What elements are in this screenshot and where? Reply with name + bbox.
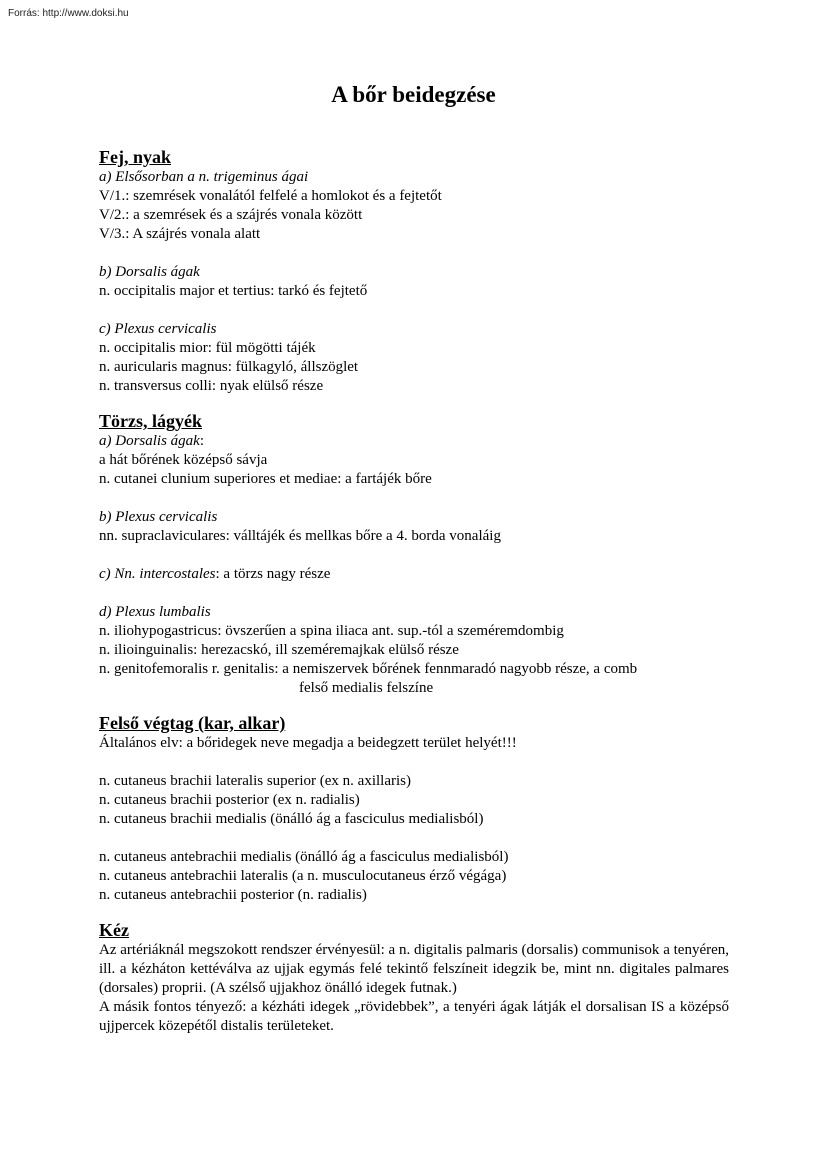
text-line: n. cutaneus brachii medialis (önálló ág a fasciculus medialisból) xyxy=(99,811,484,827)
subheading: a) Elsősorban a n. trigeminus ágai xyxy=(99,169,309,185)
paragraph: A másik fontos tényező: a kézháti idegek „rövidebbek”, a tenyéri ágak látják el dorsalisan IS a középső ujjpercek közepétől distalis területeket. xyxy=(99,999,729,1034)
subheading: c) Plexus cervicalis xyxy=(99,321,217,337)
subheading-line xyxy=(99,432,729,451)
text-line: n. auricularis magnus: fülkagyló, állszöglet xyxy=(99,359,359,375)
text-line-continuation: felső medialis felszíne xyxy=(299,680,434,696)
subheading: a) Dorsalis ágak xyxy=(99,433,200,449)
section-heading: Kéz xyxy=(99,920,129,940)
text-line: n. occipitalis major et tertius: tarkó és fejtető xyxy=(99,283,368,299)
section-heading: Törzs, lágyék xyxy=(99,411,202,431)
section-heading: Felső végtag (kar, alkar) xyxy=(99,713,286,733)
text-line: n. iliohypogastricus: övszerűen a spina iliaca ant. sup.-tól a szeméremdombig xyxy=(99,623,564,639)
text-line: V/3.: A szájrés vonala alatt xyxy=(99,226,261,242)
section-kez xyxy=(99,919,729,1036)
text-line: n. ilioinguinalis: herezacskó, ill szeméremajkak elülső része xyxy=(99,642,459,658)
section-felso-vegtag xyxy=(99,712,729,905)
paragraph: Az artériáknál megszokott rendszer érvényesül: a n. digitalis palmaris (dorsalis) communisok a tenyéren, ill. a kézháton kettéválva az ujjak egymás felé tekintő felszíneit idegzik be, mint nn. digitales palmares (dorsales) proprii. (A szélső ujjakhoz önálló idegek futnak.) xyxy=(99,942,729,996)
subheading-rest: : xyxy=(199,433,205,449)
section-torzs-lagyek xyxy=(99,410,729,698)
text-line: n. genitofemoralis r. genitalis: a nemiszervek bőrének fennmaradó nagyobb része, a comb xyxy=(99,661,638,677)
text-line: V/2.: a szemrések és a szájrés vonala között xyxy=(99,207,363,223)
text-line: n. cutaneus antebrachii lateralis (a n. musculocutaneus érző végága) xyxy=(99,868,507,884)
text-line: n. cutaneus brachii lateralis superior (ex n. axillaris) xyxy=(99,773,411,789)
subheading-line xyxy=(99,565,729,584)
text-line: n. cutaneus antebrachii medialis (önálló ág a fasciculus medialisból) xyxy=(99,849,509,865)
text-line: V/1.: szemrések vonalától felfelé a homlokot és a fejtetőt xyxy=(99,188,442,204)
text-line: nn. supraclaviculares: válltájék és mellkas bőre a 4. borda vonaláig xyxy=(99,528,501,544)
text-line: n. transversus colli: nyak elülső része xyxy=(99,378,324,394)
section-heading: Fej, nyak xyxy=(99,147,171,167)
page-title: A bőr beidegzése xyxy=(331,82,496,107)
text-line: n. cutaneus brachii posterior (ex n. radialis) xyxy=(99,792,360,808)
document-body xyxy=(99,146,729,1036)
text-line: n. cutaneus antebrachii posterior (n. radialis) xyxy=(99,887,367,903)
subheading: d) Plexus lumbalis xyxy=(99,604,211,620)
text-line: a hát bőrének középső sávja xyxy=(99,452,268,468)
text-line: n. cutanei clunium superiores et mediae: a fartájék bőre xyxy=(99,471,432,487)
section-fej-nyak xyxy=(99,146,729,396)
text-line: n. occipitalis mior: fül mögötti tájék xyxy=(99,340,316,356)
source-note: Forrás: http://www.doksi.hu xyxy=(8,8,129,19)
intro-text: Általános elv: a bőridegek neve megadja a beidegzett terület helyét!!! xyxy=(99,735,517,751)
subheading: b) Dorsalis ágak xyxy=(99,264,200,280)
subheading-rest: : a törzs nagy része xyxy=(215,566,331,582)
subheading: b) Plexus cervicalis xyxy=(99,509,218,525)
subheading: c) Nn. intercostales xyxy=(99,566,216,582)
